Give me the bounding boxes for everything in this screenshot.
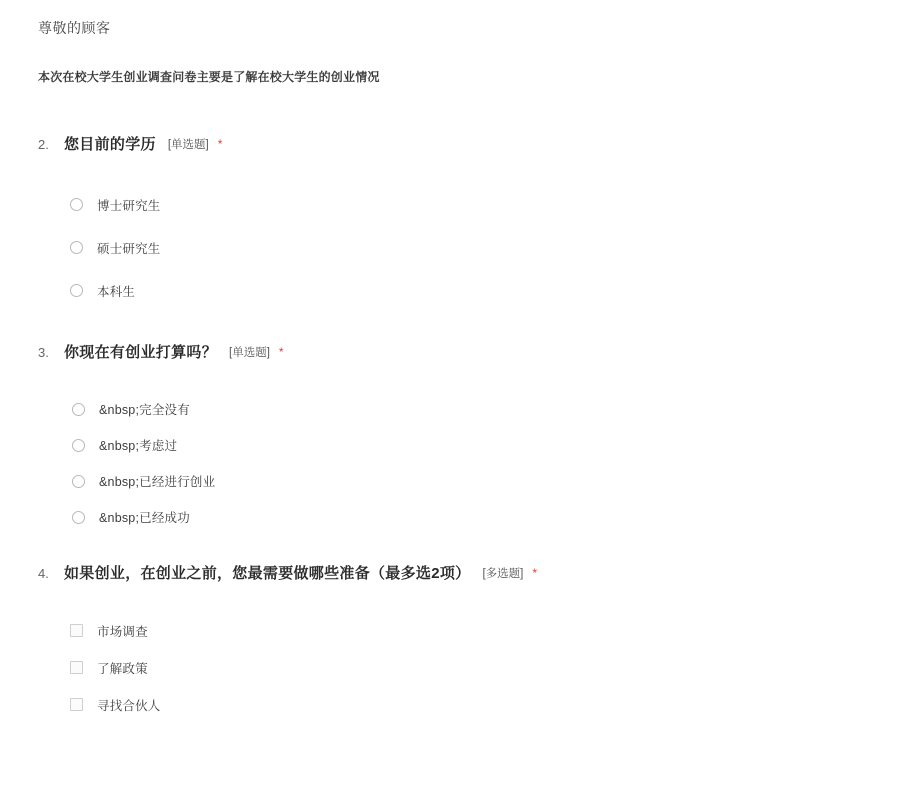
question-title-2: 您目前的学历 bbox=[64, 136, 156, 153]
option-label: &nbsp;考虑过 bbox=[99, 439, 178, 453]
survey-header bbox=[0, 0, 900, 86]
question-required-2: * bbox=[217, 137, 223, 151]
question-required-3: * bbox=[278, 345, 284, 359]
options-2 bbox=[38, 183, 862, 312]
option-row[interactable] bbox=[38, 427, 862, 463]
radio-icon[interactable] bbox=[72, 511, 85, 524]
page-title: 尊敬的顾客 bbox=[38, 20, 111, 36]
checkbox-icon[interactable] bbox=[70, 698, 83, 711]
checkbox-icon[interactable] bbox=[70, 624, 83, 637]
question-type-2: [单选题] bbox=[167, 139, 209, 151]
option-label: 寻找合伙人 bbox=[97, 698, 161, 713]
option-label: 本科生 bbox=[97, 284, 136, 299]
options-4 bbox=[38, 612, 862, 723]
question-block-2 bbox=[0, 134, 900, 312]
question-type-4: [多选题] bbox=[482, 568, 524, 580]
radio-icon[interactable] bbox=[70, 198, 83, 211]
options-3 bbox=[38, 391, 862, 535]
question-block-3 bbox=[0, 342, 900, 535]
question-type-3: [单选题] bbox=[229, 347, 270, 359]
question-title-4: 如果创业，在创业之前，您最需要做哪些准备（最多选2项） bbox=[64, 565, 471, 582]
survey-description: 本次在校大学生创业调查问卷主要是了解在校大学生的创业情况 bbox=[38, 70, 380, 84]
radio-icon[interactable] bbox=[70, 241, 83, 254]
option-label: 博士研究生 bbox=[97, 198, 161, 213]
question-number-2: 2. bbox=[38, 137, 49, 152]
question-required-4: * bbox=[532, 566, 538, 580]
option-label: 市场调查 bbox=[97, 624, 148, 639]
question-number-4: 4. bbox=[38, 566, 49, 581]
checkbox-icon[interactable] bbox=[70, 661, 83, 674]
option-row[interactable] bbox=[38, 226, 862, 269]
question-header-2 bbox=[38, 134, 862, 157]
option-row[interactable] bbox=[38, 391, 862, 427]
option-row[interactable] bbox=[38, 612, 862, 649]
question-block-4 bbox=[0, 563, 900, 723]
option-row[interactable] bbox=[38, 649, 862, 686]
radio-icon[interactable] bbox=[72, 439, 85, 452]
question-header-4 bbox=[38, 563, 862, 586]
option-row[interactable] bbox=[38, 183, 862, 226]
option-row[interactable] bbox=[38, 686, 862, 723]
option-label: 了解政策 bbox=[97, 661, 148, 676]
radio-icon[interactable] bbox=[72, 403, 85, 416]
radio-icon[interactable] bbox=[72, 475, 85, 488]
question-list bbox=[0, 134, 900, 723]
radio-icon[interactable] bbox=[70, 284, 83, 297]
question-title-3: 你现在有创业打算吗？ bbox=[64, 344, 218, 361]
option-row[interactable] bbox=[38, 463, 862, 499]
option-label: 硕士研究生 bbox=[97, 241, 161, 256]
option-row[interactable] bbox=[38, 269, 862, 312]
option-row[interactable] bbox=[38, 499, 862, 535]
option-label: &nbsp;已经成功 bbox=[99, 511, 190, 525]
question-number-3: 3. bbox=[38, 345, 49, 360]
question-header-3 bbox=[38, 342, 862, 365]
option-label: &nbsp;完全没有 bbox=[99, 403, 190, 417]
option-label: &nbsp;已经进行创业 bbox=[99, 475, 216, 489]
